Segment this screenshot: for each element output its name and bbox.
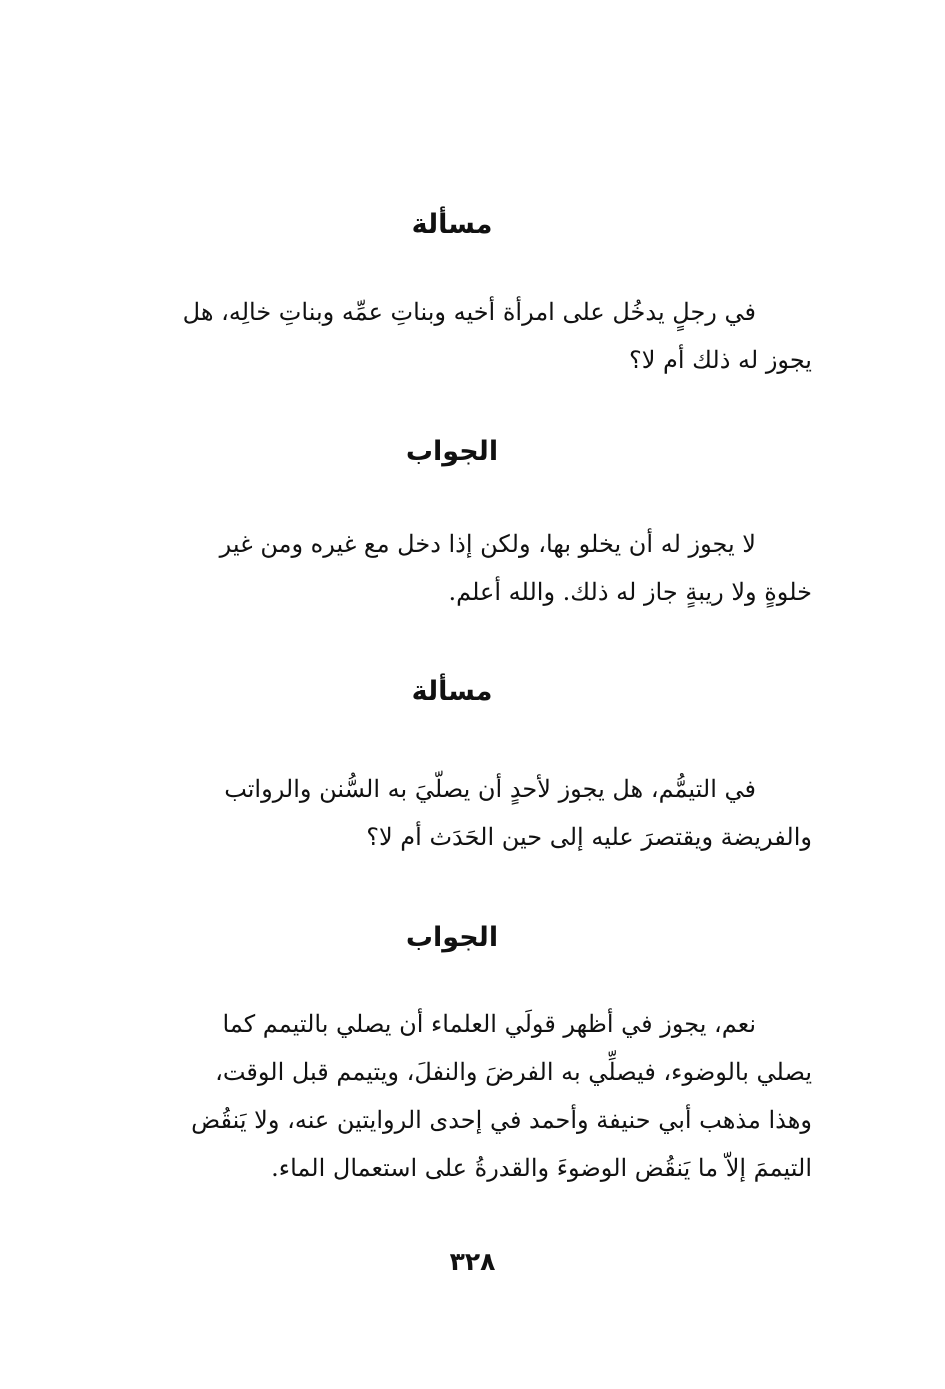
- text-line: لا يجوز له أن يخلو بها، ولكن إذا دخل مع غيره ومن غير: [219, 530, 756, 558]
- answer-heading: الجواب: [405, 922, 499, 953]
- text-line: وهذا مذهب أبي حنيفة وأحمد في إحدى الروايتين عنه، ولا يَنقُض: [191, 1106, 812, 1134]
- text-line: في رجلٍ يدخُل على امرأة أخيه وبناتِ عمِّه وبناتِ خالِه، هل: [182, 298, 756, 326]
- question-paragraph: [92, 288, 812, 384]
- text-line: يصلي بالوضوء، فيصلِّي به الفرضَ والنفلَ، ويتيمم قبل الوقت،: [215, 1058, 812, 1086]
- text-line: خلوةٍ ولا ريبةٍ جاز له ذلك. والله أعلم.: [448, 578, 812, 606]
- answer-paragraph: [92, 520, 812, 616]
- text-line: في التيمُّم، هل يجوز لأحدٍ أن يصلّيَ به السُّنن والرواتب: [224, 775, 756, 803]
- answer-heading: الجواب: [405, 436, 499, 467]
- answer-paragraph: [92, 1000, 812, 1192]
- text-line: نعم، يجوز في أظهر قولَي العلماء أن يصلي بالتيمم كما: [222, 1010, 756, 1038]
- text-line: التيممَ إلاّ ما يَنقُض الوضوءَ والقدرةُ على استعمال الماء.: [271, 1154, 812, 1182]
- text-line: يجوز له ذلك أم لا؟: [628, 346, 812, 374]
- text-line: والفريضة ويقتصرَ عليه إلى حين الحَدَث أم لا؟: [366, 823, 812, 851]
- question-heading: مسألة: [411, 676, 493, 707]
- page-number: ٣٢٨: [449, 1247, 496, 1276]
- question-heading: مسألة: [411, 209, 493, 240]
- question-paragraph: [92, 765, 812, 861]
